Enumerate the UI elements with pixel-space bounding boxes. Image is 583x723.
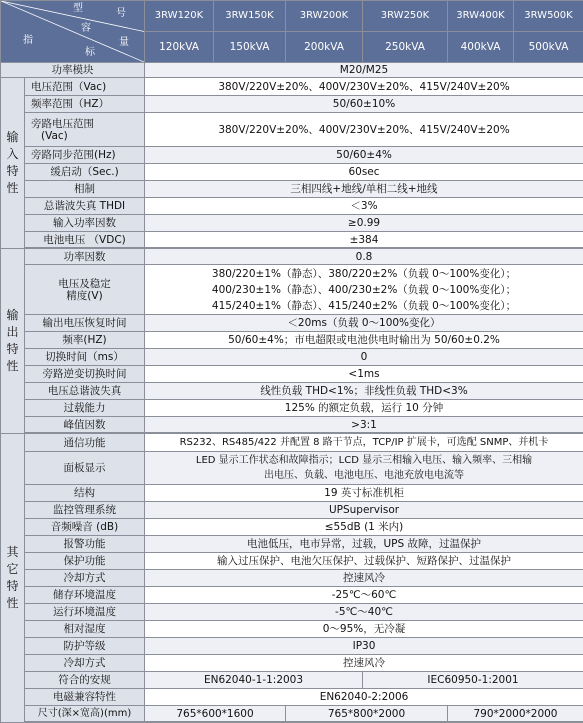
row-label: 运行环境温度: [25, 604, 145, 621]
spacer: [145, 722, 583, 723]
row-emc: [1, 689, 583, 706]
row-value: 765*600*1600: [145, 706, 286, 722]
diag-model-b: 号: [116, 8, 126, 20]
row-value: 0: [145, 349, 583, 366]
row-structure: [1, 485, 583, 502]
panel-line: LED 显示工作状态和故障指示；LCD 显示三相输入电压、输入频率、三相输: [148, 453, 580, 468]
row-thdi: [1, 198, 583, 215]
row-value: 50/60±4%；市电超限或电池供电时输出为 50/60±0.2%: [145, 332, 583, 349]
row-power-module: [1, 63, 583, 78]
row-cooling: [1, 570, 583, 587]
row-label: 频率(HZ): [25, 332, 145, 349]
row-ip-rating: [1, 638, 583, 655]
row-soft-start: [1, 164, 583, 181]
row-value: 0.8: [145, 249, 583, 265]
panel-line: 出电压、负载、电池电压、电池充放电电流等: [148, 468, 580, 483]
diag-index-b: 标: [85, 47, 95, 59]
row-label: 通信功能: [25, 434, 145, 452]
row-value: 50/60±4%: [145, 147, 583, 164]
row-cooling: [1, 655, 583, 672]
row-label: 相对湿度: [25, 621, 145, 638]
row-input-voltage: [1, 78, 583, 96]
row-monitor-system: [1, 502, 583, 519]
row-overload: [1, 400, 583, 417]
row-label: 电压总谐波失真: [25, 383, 145, 400]
row-label: 缓启动（Sec.): [25, 164, 145, 181]
model-cell: 3RW400K: [448, 1, 514, 32]
row-spacer: [1, 722, 583, 723]
row-value: 控速风冷: [145, 570, 583, 587]
row-label: 功率模块: [1, 63, 145, 78]
row-bypass-voltage: [1, 113, 583, 147]
row-label: 监控管理系统: [25, 502, 145, 519]
row-label: 符合的安规: [25, 672, 145, 689]
row-value: RS232、RS485/422 并配置 8 路干节点，TCP/IP 扩展卡，可选配 SNMP、并机卡: [145, 434, 583, 452]
row-storage-temp: [1, 587, 583, 604]
row-phase: [1, 181, 583, 198]
row-value: -25℃～60℃: [145, 587, 583, 604]
row-switch-time: [1, 349, 583, 366]
row-communication: [1, 434, 583, 452]
row-value: UPSupervisor: [145, 502, 583, 519]
row-value: ＜20ms（负载 0～100%变化）: [145, 315, 583, 332]
model-cell: 3RW500K: [514, 1, 583, 32]
row-value: ＜3%: [145, 198, 583, 215]
row-input-pf: [1, 215, 583, 232]
row-label: 冷却方式: [25, 655, 145, 672]
row-label: 报警功能: [25, 536, 145, 553]
row-value: M20/M25: [145, 63, 583, 78]
row-value: 125% 的额定负载，运行 10 分钟: [145, 400, 583, 417]
model-cell: 3RW150K: [214, 1, 286, 32]
row-value: 0～95%，无冷凝: [145, 621, 583, 638]
row-label: 电压及稳定 精度(V): [25, 265, 145, 315]
row-label: 电池电压 （VDC): [25, 232, 145, 248]
row-label: 频率范围（HZ）: [25, 96, 145, 113]
row-label: 峰值因数: [25, 417, 145, 433]
diag-spec-a: 容: [81, 23, 91, 35]
row-value: -5℃～40℃: [145, 604, 583, 621]
row-label: 旁路同步范围(Hz): [25, 147, 145, 164]
row-value: 19 英寸标准机柜: [145, 485, 583, 502]
capacity-cell: 120kVA: [145, 32, 214, 63]
capacity-cell: 200kVA: [286, 32, 363, 63]
row-humidity: [1, 621, 583, 638]
row-label: 尺寸(深×宽高)(mm): [25, 706, 145, 722]
row-value: 60sec: [145, 164, 583, 181]
row-crest-factor: [1, 417, 583, 433]
group-label-other: 其它特性: [1, 434, 25, 723]
row-value: EN62040-2:2006: [145, 689, 583, 706]
row-label: 冷却方式: [25, 570, 145, 587]
row-operating-temp: [1, 604, 583, 621]
row-output-pf: [1, 249, 583, 265]
row-value: ≤55dB (1 米内): [145, 519, 583, 536]
row-value: IP30: [145, 638, 583, 655]
row-output-frequency: [1, 332, 583, 349]
row-dimension: [1, 706, 583, 722]
row-value: 790*2000*2000: [448, 706, 583, 722]
row-value: ≥0.99: [145, 215, 583, 232]
row-label: 音频噪音 (dB): [25, 519, 145, 536]
model-cell: 3RW200K: [286, 1, 363, 32]
row-value: >3:1: [145, 417, 583, 433]
row-value: ±384: [145, 232, 583, 248]
row-label: 保护功能: [25, 553, 145, 570]
row-value: [145, 265, 583, 315]
row-label: 总谐波失真 THDI: [25, 198, 145, 215]
row-alarm: [1, 536, 583, 553]
row-value: 电池低压，电市异常，过载，UPS 故障，过温保护: [145, 536, 583, 553]
row-voltage-precision: [1, 265, 583, 315]
row-label: 旁路逆变切换时间: [25, 366, 145, 383]
row-value: 三相四线+地线/单相二线+地线: [145, 181, 583, 198]
model-cell: 3RW250K: [363, 1, 448, 32]
row-value: 控速风冷: [145, 655, 583, 672]
row-value: IEC60950-1:2001: [363, 672, 583, 689]
row-value: EN62040-1-1:2003: [145, 672, 363, 689]
row-value: 380V/220V±20%、400V/230V±20%、415V/240V±20%: [145, 78, 583, 96]
row-label: 旁路电压范围 (Vac): [25, 113, 145, 147]
capacity-cell: 400kVA: [448, 32, 514, 63]
row-panel-display: [1, 452, 583, 485]
precision-line: 400/230±1%（静态）、400/230±2%（负载 0～100%变化）；: [148, 282, 580, 298]
capacity-cell: 500kVA: [514, 32, 583, 63]
spacer: [25, 722, 145, 723]
diagonal-header-cell: [1, 1, 145, 63]
row-value: <1ms: [145, 366, 583, 383]
group-label-input: 输入特性: [1, 78, 25, 249]
precision-line: 380/220±1%（静态）、380/220±2%（负载 0～100%变化）；: [148, 266, 580, 282]
row-label: 功率因数: [25, 249, 145, 265]
row-label: 结构: [25, 485, 145, 502]
precision-line: 415/240±1%（静态）、415/240±2%（负载 0～100%变化）；: [148, 298, 580, 314]
row-label: 过载能力: [25, 400, 145, 417]
row-label: 面板显示: [25, 452, 145, 485]
capacity-cell: 150kVA: [214, 32, 286, 63]
header-row-models: [1, 1, 583, 32]
row-label: 输入功率因数: [25, 215, 145, 232]
row-value: 765*800*2000: [286, 706, 448, 722]
row-label: 电压范围（Vac): [25, 78, 145, 96]
row-bypass-sync: [1, 147, 583, 164]
row-voltage-thd: [1, 383, 583, 400]
row-label: 电磁兼容特性: [25, 689, 145, 706]
row-recovery-time: [1, 315, 583, 332]
capacity-cell: 250kVA: [363, 32, 448, 63]
diag-spec-b: 量: [119, 37, 129, 49]
row-label: 相制: [25, 181, 145, 198]
row-safety-standard: [1, 672, 583, 689]
row-value: 50/60±10%: [145, 96, 583, 113]
row-value: 380V/220V±20%、400V/230V±20%、415V/240V±20%: [145, 113, 583, 147]
row-label: 防护等级: [25, 638, 145, 655]
diag-index-a: 指: [23, 35, 33, 47]
row-noise: [1, 519, 583, 536]
row-value: 线性负载 THD<1%；非线性负载 THD<3%: [145, 383, 583, 400]
row-label: 输出电压恢复时间: [25, 315, 145, 332]
model-cell: 3RW120K: [145, 1, 214, 32]
row-battery-voltage: [1, 232, 583, 248]
row-value: [145, 452, 583, 485]
group-label-output: 输出特性: [1, 249, 25, 434]
row-label: 切换时间（ms）: [25, 349, 145, 366]
row-bypass-switch: [1, 366, 583, 383]
diag-model-a: 型: [73, 3, 83, 15]
row-label: 储存环境温度: [25, 587, 145, 604]
row-value: 输入过压保护、电池欠压保护、过载保护、短路保护、过温保护: [145, 553, 583, 570]
row-protection: [1, 553, 583, 570]
row-input-frequency: [1, 96, 583, 113]
